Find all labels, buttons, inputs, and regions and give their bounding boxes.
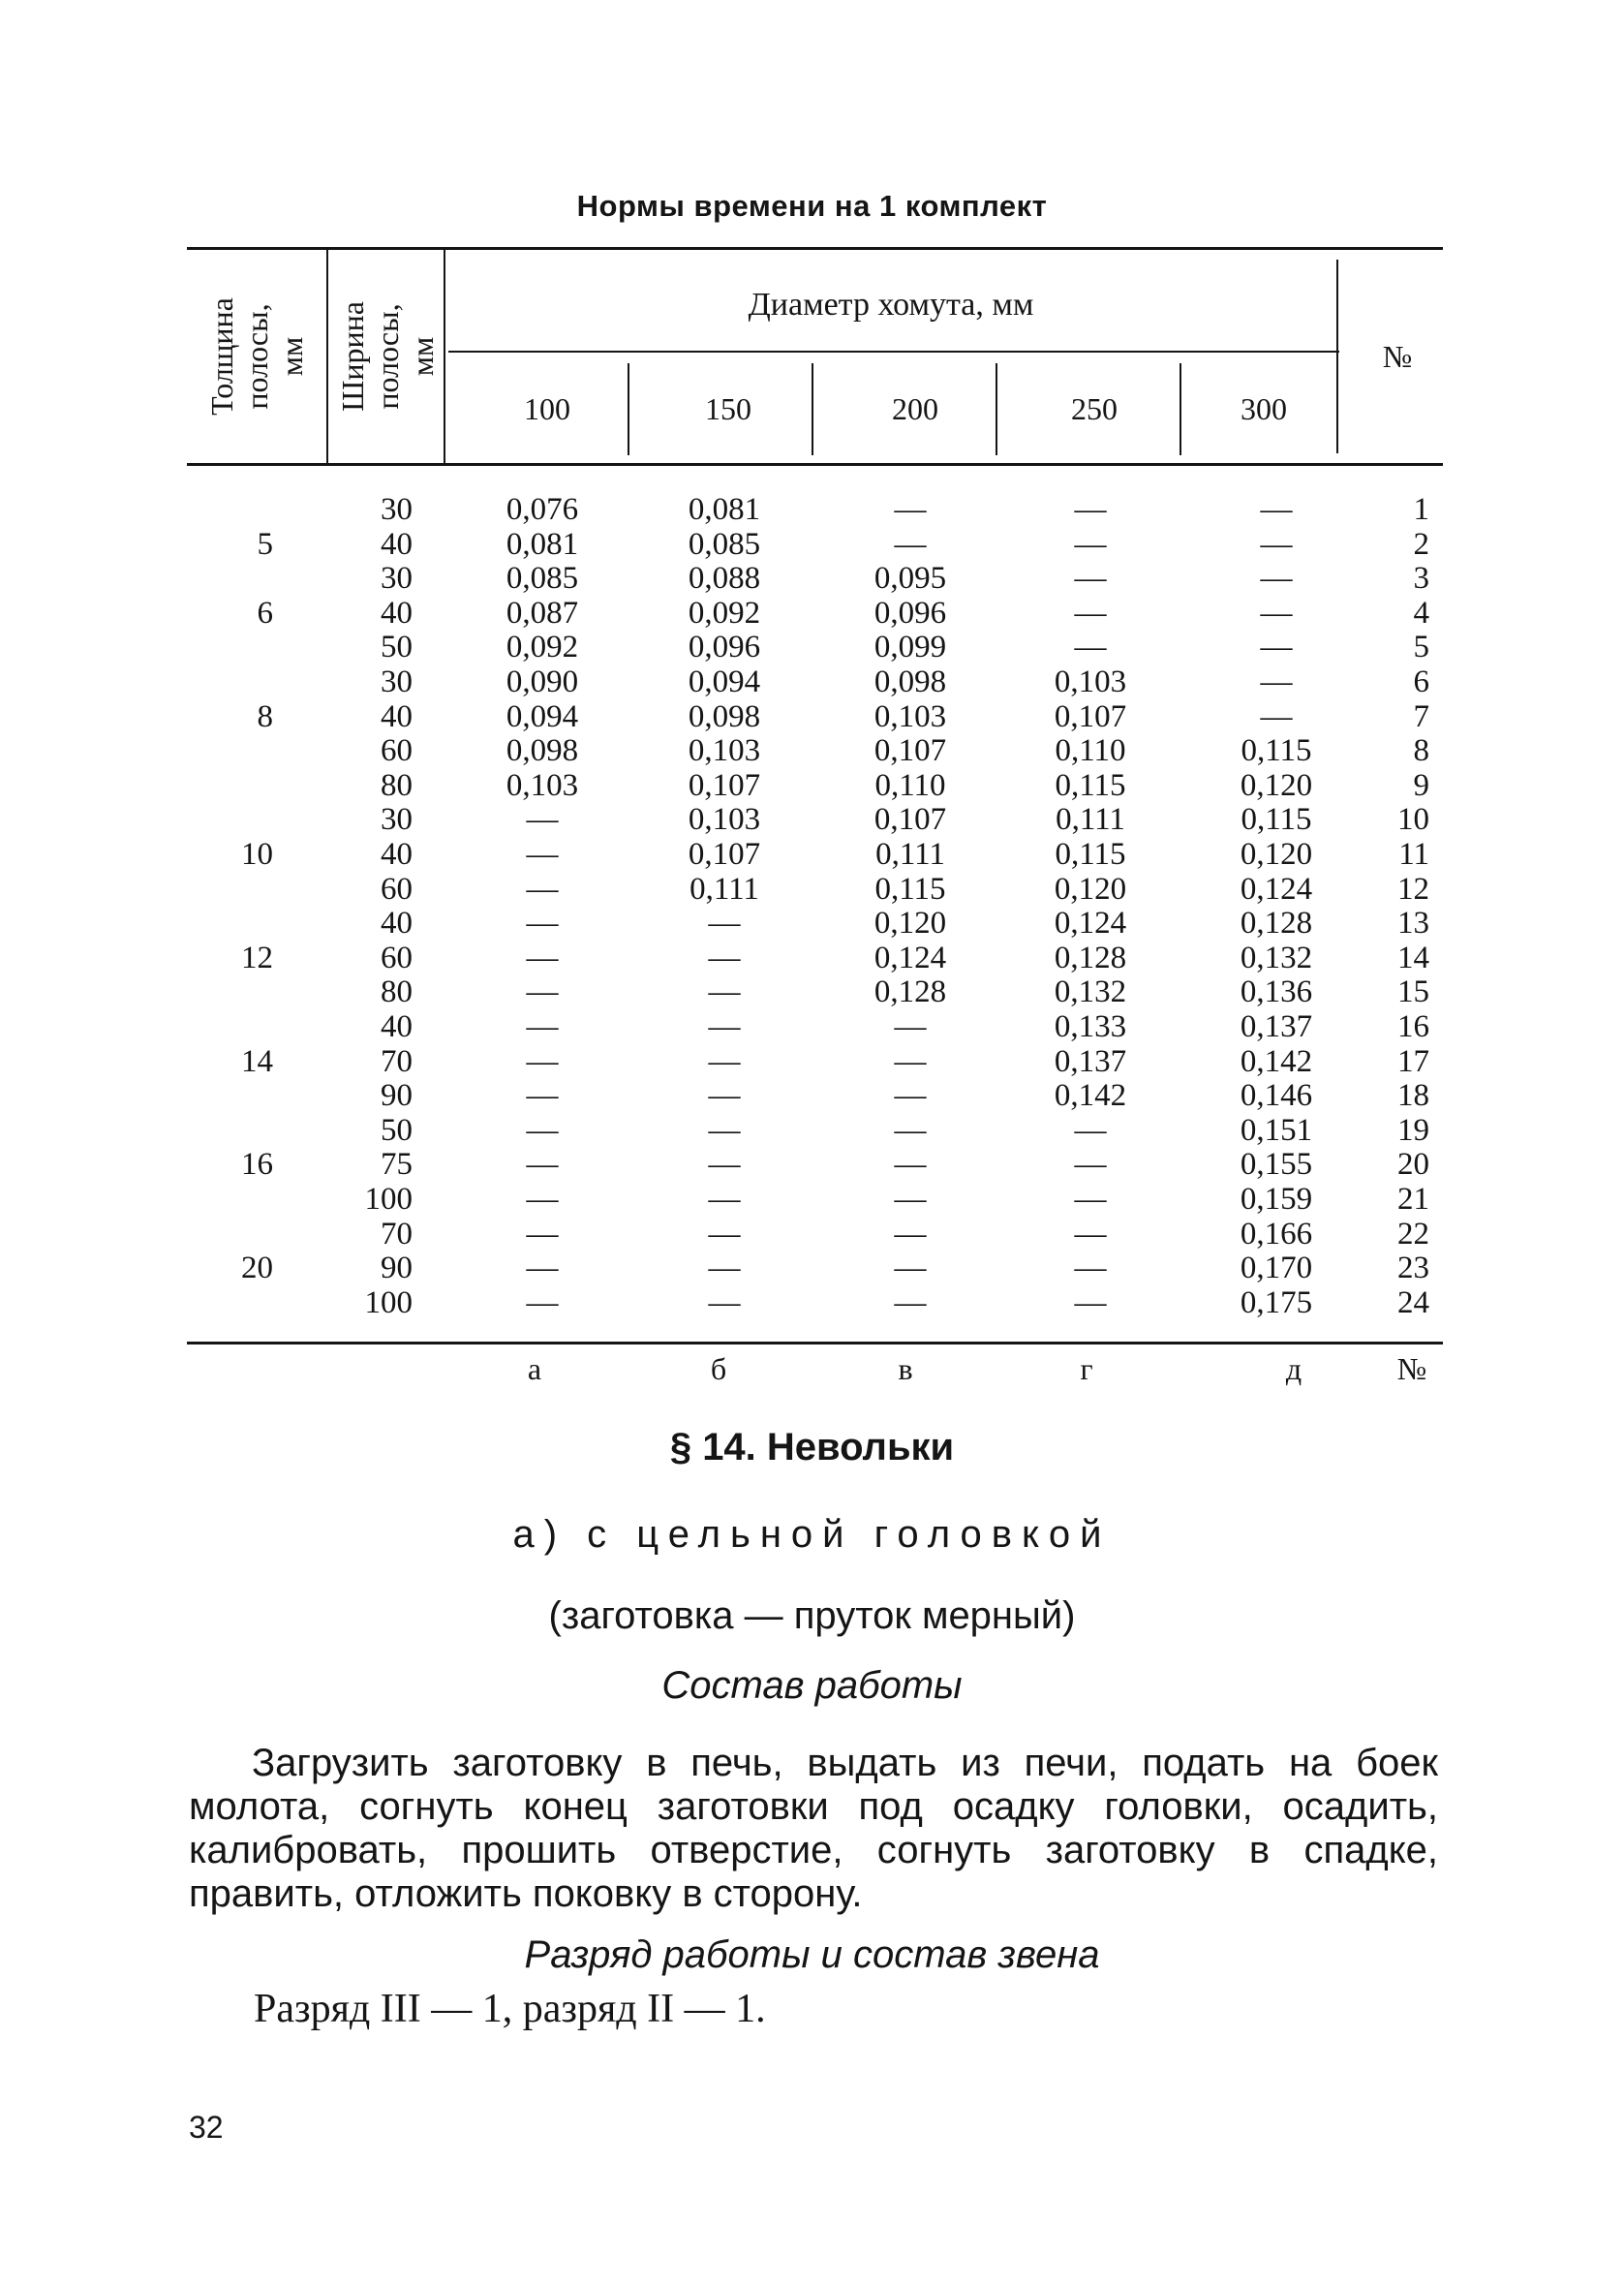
width-cell: 100: [364, 1284, 413, 1320]
value-cell: —: [1074, 1284, 1107, 1320]
width-cell: 30: [381, 664, 413, 699]
width-cell: 40: [381, 837, 413, 872]
value-cell: —: [708, 1147, 741, 1183]
value-cell: 0,124: [1054, 906, 1127, 942]
col-divider-2: [444, 250, 445, 463]
work-paragraph: [189, 1742, 1438, 1916]
footer-letter-d: д: [1285, 1351, 1302, 1386]
value-cell: —: [894, 1216, 927, 1252]
diam-divider-3: [996, 363, 997, 455]
value-cell: 0,146: [1240, 1078, 1313, 1114]
value-cell: 0,115: [1055, 837, 1126, 872]
crew-text: Разряд III — 1, разряд II — 1.: [254, 1987, 766, 2031]
row-number-cell: 5: [1413, 630, 1429, 665]
value-cell: —: [1260, 492, 1293, 527]
row-number-cell: 21: [1397, 1182, 1429, 1217]
value-cell: —: [708, 1043, 741, 1079]
value-cell: 0,085: [506, 561, 579, 597]
value-cell: —: [526, 1043, 559, 1079]
width-cell: 100: [364, 1182, 413, 1217]
value-cell: 0,092: [688, 595, 761, 631]
width-cell: 70: [381, 1216, 413, 1252]
value-cell: 0,099: [873, 630, 947, 665]
value-cell: —: [708, 1009, 741, 1044]
value-cell: —: [894, 526, 927, 562]
value-cell: —: [894, 1112, 927, 1148]
value-cell: 0,128: [1240, 906, 1313, 942]
value-cell: 0,142: [1054, 1078, 1127, 1114]
thickness-header: Толщина полосы, мм: [204, 297, 309, 416]
value-cell: 0,088: [688, 561, 761, 597]
width-cell: 90: [381, 1078, 413, 1114]
thickness-cell: 12: [241, 940, 273, 975]
value-cell: 0,096: [688, 630, 761, 665]
value-cell: —: [708, 1251, 741, 1286]
value-cell: 0,128: [873, 974, 947, 1010]
value-cell: 0,107: [688, 837, 761, 872]
row-number-cell: 16: [1397, 1009, 1429, 1044]
diameter-header: Диаметр хомута, мм: [748, 287, 1034, 323]
footer-letter-v: в: [898, 1351, 913, 1386]
width-cell: 50: [381, 630, 413, 665]
row-number-cell: 20: [1397, 1147, 1429, 1183]
diameter-250: 250: [1071, 391, 1118, 426]
thickness-cell: 20: [241, 1251, 273, 1286]
value-cell: —: [526, 940, 559, 975]
value-cell: —: [1074, 595, 1107, 631]
value-cell: 0,124: [873, 940, 947, 975]
value-cell: 0,155: [1240, 1147, 1313, 1183]
value-cell: 0,092: [506, 630, 579, 665]
value-cell: 0,115: [1241, 733, 1312, 769]
value-cell: —: [894, 1009, 927, 1044]
col-divider-1: [326, 250, 328, 463]
value-cell: —: [526, 1147, 559, 1183]
value-cell: —: [526, 906, 559, 942]
value-cell: 0,115: [1055, 767, 1126, 803]
value-cell: 0,132: [1240, 940, 1313, 975]
value-cell: —: [894, 1182, 927, 1217]
width-cell: 30: [381, 802, 413, 838]
table-top-rule: [187, 247, 1443, 250]
value-cell: 0,151: [1240, 1112, 1313, 1148]
value-cell: 0,132: [1054, 974, 1127, 1010]
value-cell: 0,081: [688, 492, 761, 527]
value-cell: —: [1074, 1251, 1107, 1286]
subsection-title: а) с цельной головкой: [512, 1513, 1112, 1556]
value-cell: 0,110: [874, 767, 946, 803]
value-cell: —: [708, 1078, 741, 1114]
value-cell: 0,111: [1056, 802, 1125, 838]
row-number-cell: 23: [1397, 1251, 1429, 1286]
footer-letter-b: б: [710, 1351, 727, 1386]
value-cell: 0,120: [1054, 871, 1127, 907]
diam-divider-2: [812, 363, 813, 455]
value-cell: —: [708, 974, 741, 1010]
thickness-cell: 6: [257, 595, 273, 631]
value-cell: 0,090: [506, 664, 579, 699]
width-cell: 75: [381, 1147, 413, 1183]
width-cell: 40: [381, 698, 413, 734]
value-cell: 0,107: [688, 767, 761, 803]
row-number-cell: 3: [1413, 561, 1429, 597]
value-cell: 0,098: [873, 664, 947, 699]
thickness-cell: 10: [241, 837, 273, 872]
page-number: 32: [189, 2110, 224, 2145]
row-number-cell: 11: [1398, 837, 1429, 872]
diameter-150: 150: [705, 391, 751, 426]
header-bottom-rule: [187, 463, 1443, 466]
footer-letter-a: а: [527, 1351, 542, 1386]
value-cell: 0,111: [689, 871, 759, 907]
thickness-cell: 16: [241, 1147, 273, 1183]
row-number-cell: 24: [1397, 1284, 1429, 1320]
diameter-sub-rule: [448, 351, 1339, 353]
value-cell: 0,103: [688, 802, 761, 838]
value-cell: —: [1260, 698, 1293, 734]
value-cell: —: [894, 1043, 927, 1079]
table-bottom-rule: [187, 1342, 1443, 1344]
value-cell: —: [894, 1147, 927, 1183]
value-cell: —: [708, 1216, 741, 1252]
diam-divider-1: [628, 363, 629, 455]
width-cell: 60: [381, 733, 413, 769]
value-cell: 0,098: [506, 733, 579, 769]
row-number-cell: 15: [1397, 974, 1429, 1010]
blank-note: (заготовка — пруток мерный): [548, 1594, 1076, 1637]
row-number-cell: 18: [1397, 1078, 1429, 1114]
value-cell: 0,159: [1240, 1182, 1313, 1217]
row-number-cell: 13: [1397, 906, 1429, 942]
number-header: №: [1382, 339, 1413, 374]
value-cell: —: [1260, 561, 1293, 597]
value-cell: —: [894, 1078, 927, 1114]
width-cell: 30: [381, 561, 413, 597]
width-cell: 60: [381, 871, 413, 907]
value-cell: 0,107: [1054, 698, 1127, 734]
value-cell: —: [1260, 526, 1293, 562]
crew-heading: Разряд работы и состав звена: [524, 1933, 1100, 1976]
work-text: Загрузить заготовку в печь, выдать из печи, подать на боек молота, согнуть конец заготовки под осадку головки, осадить, калибровать, прошить отверстие, согнуть заготовку в спадке, править, отложить поковку в сторону.: [189, 1742, 1438, 1915]
value-cell: —: [1260, 630, 1293, 665]
value-cell: —: [526, 1009, 559, 1044]
value-cell: —: [526, 974, 559, 1010]
value-cell: 0,166: [1240, 1216, 1313, 1252]
value-cell: —: [1260, 595, 1293, 631]
width-cell: 90: [381, 1251, 413, 1286]
value-cell: —: [1074, 630, 1107, 665]
diameter-300: 300: [1241, 391, 1287, 426]
row-number-cell: 1: [1413, 492, 1429, 527]
value-cell: —: [1074, 1182, 1107, 1217]
row-number-cell: 4: [1413, 595, 1429, 631]
value-cell: 0,115: [874, 871, 946, 907]
row-number-cell: 8: [1413, 733, 1429, 769]
section-title: § 14. Невольки: [669, 1426, 955, 1468]
width-cell: 40: [381, 526, 413, 562]
value-cell: —: [708, 1182, 741, 1217]
value-cell: 0,081: [506, 526, 579, 562]
value-cell: —: [708, 906, 741, 942]
value-cell: 0,103: [688, 733, 761, 769]
value-cell: —: [526, 1284, 559, 1320]
width-cell: 70: [381, 1043, 413, 1079]
value-cell: —: [1260, 664, 1293, 699]
value-cell: 0,098: [688, 698, 761, 734]
value-cell: 0,111: [875, 837, 945, 872]
value-cell: —: [526, 837, 559, 872]
row-number-cell: 19: [1397, 1112, 1429, 1148]
row-number-cell: 9: [1413, 767, 1429, 803]
work-heading: Состав работы: [661, 1664, 963, 1707]
footer-number: №: [1396, 1351, 1427, 1386]
value-cell: —: [708, 1112, 741, 1148]
value-cell: —: [526, 1182, 559, 1217]
value-cell: —: [708, 940, 741, 975]
diameter-200: 200: [892, 391, 938, 426]
row-number-cell: 6: [1413, 664, 1429, 699]
width-cell: 30: [381, 492, 413, 527]
value-cell: 0,120: [1240, 837, 1313, 872]
diameter-100: 100: [524, 391, 570, 426]
thickness-cell: 8: [257, 698, 273, 734]
width-cell: 80: [381, 767, 413, 803]
width-cell: 40: [381, 1009, 413, 1044]
thickness-cell: 14: [241, 1043, 273, 1079]
value-cell: 0,110: [1055, 733, 1126, 769]
value-cell: 0,087: [506, 595, 579, 631]
row-number-cell: 7: [1413, 698, 1429, 734]
value-cell: 0,120: [873, 906, 947, 942]
width-header: Ширина полосы, мм: [335, 301, 440, 412]
value-cell: 0,175: [1240, 1284, 1313, 1320]
row-number-cell: 12: [1397, 871, 1429, 907]
value-cell: 0,137: [1054, 1043, 1127, 1079]
width-cell: 60: [381, 940, 413, 975]
table-caption: Нормы времени на 1 комплект: [576, 189, 1048, 223]
value-cell: —: [526, 871, 559, 907]
value-cell: —: [894, 492, 927, 527]
value-cell: —: [1074, 1112, 1107, 1148]
value-cell: —: [526, 1078, 559, 1114]
value-cell: 0,170: [1240, 1251, 1313, 1286]
footer-letter-g: г: [1080, 1351, 1093, 1386]
value-cell: 0,133: [1054, 1009, 1127, 1044]
value-cell: —: [1074, 1147, 1107, 1183]
value-cell: —: [526, 802, 559, 838]
value-cell: 0,128: [1054, 940, 1127, 975]
row-number-cell: 2: [1413, 526, 1429, 562]
value-cell: —: [526, 1251, 559, 1286]
width-cell: 40: [381, 595, 413, 631]
value-cell: 0,096: [873, 595, 947, 631]
value-cell: 0,103: [873, 698, 947, 734]
value-cell: —: [708, 1284, 741, 1320]
value-cell: 0,107: [873, 733, 947, 769]
value-cell: 0,103: [506, 767, 579, 803]
width-cell: 50: [381, 1112, 413, 1148]
row-number-cell: 14: [1397, 940, 1429, 975]
value-cell: —: [1074, 1216, 1107, 1252]
value-cell: —: [1074, 492, 1107, 527]
value-cell: —: [1074, 561, 1107, 597]
row-number-cell: 17: [1397, 1043, 1429, 1079]
value-cell: 0,115: [1241, 802, 1312, 838]
value-cell: —: [894, 1284, 927, 1320]
value-cell: —: [526, 1112, 559, 1148]
value-cell: 0,107: [873, 802, 947, 838]
col-divider-no: [1336, 260, 1338, 453]
thickness-cell: 5: [257, 526, 273, 562]
value-cell: —: [1074, 526, 1107, 562]
value-cell: 0,120: [1240, 767, 1313, 803]
value-cell: 0,103: [1054, 664, 1127, 699]
row-number-cell: 10: [1397, 802, 1429, 838]
width-cell: 40: [381, 906, 413, 942]
value-cell: 0,094: [506, 698, 579, 734]
value-cell: 0,137: [1240, 1009, 1313, 1044]
value-cell: —: [526, 1216, 559, 1252]
value-cell: 0,076: [506, 492, 579, 527]
value-cell: 0,136: [1240, 974, 1313, 1010]
value-cell: 0,094: [688, 664, 761, 699]
value-cell: 0,142: [1240, 1043, 1313, 1079]
value-cell: 0,124: [1240, 871, 1313, 907]
width-cell: 80: [381, 974, 413, 1010]
row-number-cell: 22: [1397, 1216, 1429, 1252]
diam-divider-4: [1180, 363, 1181, 455]
value-cell: 0,085: [688, 526, 761, 562]
value-cell: —: [894, 1251, 927, 1286]
value-cell: 0,095: [873, 561, 947, 597]
